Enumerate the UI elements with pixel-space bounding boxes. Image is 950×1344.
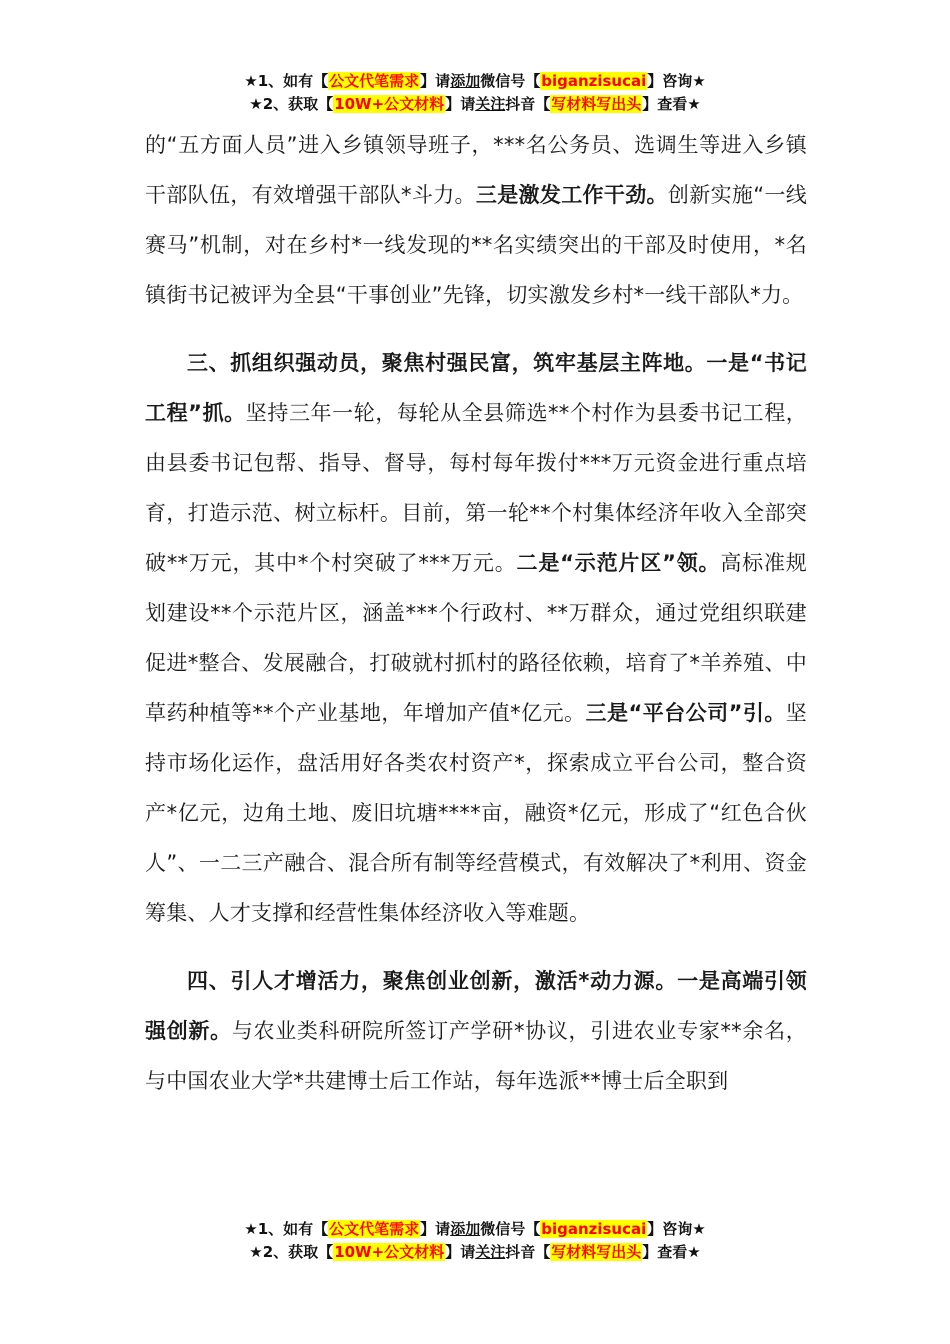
banner-text: ★1、如有【 bbox=[244, 72, 329, 90]
banner-underline: 添加 bbox=[450, 72, 481, 90]
paragraph-section-three bbox=[145, 338, 807, 938]
paragraph-text: 坚持三年一轮，每轮从全县筛选**个村作为县委书记工程，由县委书记包帮、指导、督导，每村每年拨付***万元资金进行重点培育，打造示范、树立标杆。目前，第一轮**个村集体经济年收入全部突破**万元，其中*个村突破了***万元。 bbox=[145, 401, 807, 575]
paragraph-text: 的“五方面人员”进入乡镇领导班子，***名公务员、选调生等进入乡镇干部队伍，有效增强干部队*斗力。 bbox=[145, 133, 807, 207]
paragraph-bold-lead: 二是“示范片区”领。 bbox=[516, 551, 721, 575]
paragraph-text: 高标准规划建设**个示范片区，涵盖***个行政村、**万群众，通过党组织联建促进*整合、发展融合，打破就村抓村的路径依赖，培育了*羊养殖、中草药种植等**个产业基地，年增加产值*亿元。 bbox=[145, 551, 807, 725]
banner-text: 微信号【 bbox=[480, 1220, 541, 1238]
banner-text: 】请 bbox=[445, 1243, 476, 1261]
highlight-materials: 10W+公文材料 bbox=[334, 1243, 445, 1261]
banner-text: 】查看★ bbox=[642, 1243, 701, 1261]
banner-line-2 bbox=[0, 93, 950, 116]
paragraph-bold-lead: 三是激发工作干劲。 bbox=[475, 183, 668, 207]
banner-underline: 添加 bbox=[450, 1220, 481, 1238]
banner-text: 抖音【 bbox=[505, 1243, 551, 1261]
banner-text: ★2、获取【 bbox=[249, 1243, 334, 1261]
highlight-service: 公文代笔需求 bbox=[329, 72, 420, 90]
header-banner bbox=[0, 70, 950, 116]
document-body bbox=[145, 120, 807, 1106]
banner-line-2 bbox=[0, 1241, 950, 1264]
highlight-wechat-id: biganzisucai bbox=[541, 1220, 647, 1238]
highlight-wechat-id: biganzisucai bbox=[541, 72, 647, 90]
section-heading: 四、引人才增活力，聚焦创业创新，激活*动力源。一是高端引领强创新。 bbox=[145, 969, 807, 1043]
footer-banner bbox=[0, 1218, 950, 1264]
highlight-materials: 10W+公文材料 bbox=[334, 95, 445, 113]
paragraph-text: 坚持市场化运作，盘活用好各类农村资产*，探索成立平台公司，整合资产*亿元，边角土地、废旧坑塘****亩，融资*亿元，形成了“红色合伙人”、一二三产融合、混合所有制等经营模式，有效解决了*利用、资金筹集、人才支撑和经营性集体经济收入等难题。 bbox=[145, 701, 807, 925]
paragraph-continuation bbox=[145, 120, 807, 320]
banner-line-1 bbox=[0, 1218, 950, 1241]
banner-underline: 关注 bbox=[475, 95, 506, 113]
banner-text: 】查看★ bbox=[642, 95, 701, 113]
highlight-douyin-account: 写材料写出头 bbox=[551, 1243, 642, 1261]
highlight-douyin-account: 写材料写出头 bbox=[551, 95, 642, 113]
banner-text: 】请 bbox=[420, 1220, 451, 1238]
paragraph-text: 与农业类科研院所签订产学研*协议，引进农业专家**余名，与中国农业大学*共建博士后工作站，每年选派**博士后全职到 bbox=[145, 1019, 807, 1093]
banner-text: 】咨询★ bbox=[647, 1220, 706, 1238]
banner-text: ★1、如有【 bbox=[244, 1220, 329, 1238]
banner-text: 抖音【 bbox=[505, 95, 551, 113]
paragraph-section-four bbox=[145, 956, 807, 1106]
banner-text: 】咨询★ bbox=[647, 72, 706, 90]
banner-line-1 bbox=[0, 70, 950, 93]
highlight-service: 公文代笔需求 bbox=[329, 1220, 420, 1238]
paragraph-text: 创新实施“一线赛马”机制，对在乡村*一线发现的**名实绩突出的干部及时使用，*名镇街书记被评为全县“干事创业”先锋，切实激发乡村*一线干部队*力。 bbox=[145, 183, 807, 307]
banner-text: 】请 bbox=[420, 72, 451, 90]
paragraph-bold-lead: 三是“平台公司”引。 bbox=[585, 701, 786, 725]
banner-text: 】请 bbox=[445, 95, 476, 113]
banner-text: ★2、获取【 bbox=[249, 95, 334, 113]
banner-text: 微信号【 bbox=[480, 72, 541, 90]
banner-underline: 关注 bbox=[475, 1243, 506, 1261]
section-heading: 三、抓组织强动员，聚焦村强民富，筑牢基层主阵地。一是“书记工程”抓。 bbox=[145, 351, 807, 425]
